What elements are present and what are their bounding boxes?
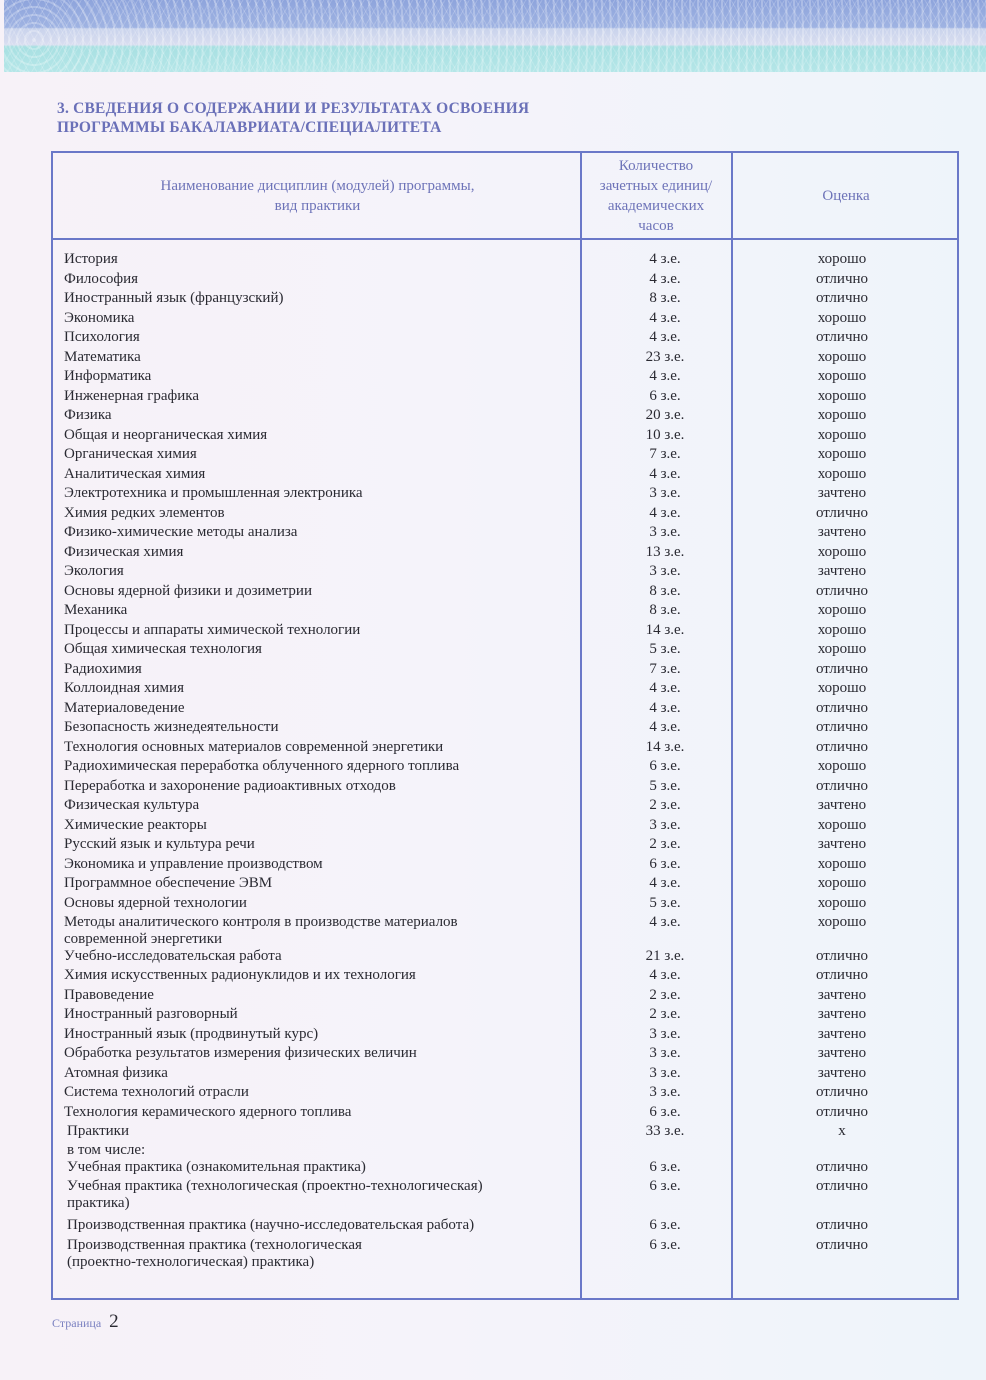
section-title-line-2: ПРОГРАММЫ БАКАЛАВРИАТА/СПЕЦИАЛИТЕТА bbox=[57, 119, 442, 136]
discipline-name-text: Учебная практика (технологическая (проектно-технологическая) bbox=[67, 1178, 483, 1195]
discipline-name-text: Химия редких элементов bbox=[64, 504, 225, 521]
discipline-name bbox=[64, 967, 564, 984]
grade-value: хорошо bbox=[817, 348, 867, 365]
discipline-name bbox=[67, 1123, 567, 1140]
discipline-name-text: Физическая культура bbox=[64, 797, 200, 813]
grade-value: зачтено bbox=[817, 1045, 867, 1062]
grade-value: хорошо bbox=[817, 602, 867, 618]
grade-value: зачтено bbox=[817, 1006, 867, 1023]
discipline-name-text: Электротехника и промышленная электроника bbox=[64, 485, 363, 501]
discipline-name bbox=[64, 446, 564, 463]
discipline-name-text: Производственная практика (технологическая bbox=[67, 1236, 362, 1253]
credits-value: 10 з.е. bbox=[645, 426, 685, 443]
credits-value: 5 з.е. bbox=[649, 894, 681, 911]
discipline-name-text: Коллоидная химия bbox=[64, 680, 184, 696]
credits-value: 2 з.е. bbox=[649, 797, 681, 813]
grade-value: отлично bbox=[815, 582, 869, 599]
grade-value: отлично bbox=[815, 329, 869, 345]
discipline-name bbox=[64, 505, 564, 522]
discipline-name-text: Практики bbox=[67, 1123, 129, 1140]
grade-value: отлично bbox=[815, 660, 869, 677]
discipline-name bbox=[64, 310, 564, 327]
credits-value: 4 з.е. bbox=[649, 719, 681, 735]
page-footer bbox=[52, 1311, 119, 1333]
credits-value: 5 з.е. bbox=[649, 777, 681, 794]
header-discipline-name bbox=[60, 176, 575, 216]
grade-value: отлично bbox=[815, 1217, 869, 1234]
discipline-name-text: Атомная физика bbox=[64, 1064, 168, 1081]
credits-value: 7 з.е. bbox=[649, 446, 681, 462]
discipline-name-text: Производственная практика (научно-исследовательская работа) bbox=[67, 1217, 475, 1234]
grade-value: х bbox=[838, 1123, 846, 1140]
header-text: Наименование дисциплин (модулей) программы, bbox=[160, 178, 475, 194]
discipline-name-text: современной энергетики bbox=[64, 931, 223, 947]
discipline-name-text: Основы ядерной физики и дозиметрии bbox=[64, 582, 312, 599]
discipline-name-text: Система технологий отрасли bbox=[64, 1084, 249, 1101]
discipline-name-text: Методы аналитического контроля в производстве материалов bbox=[64, 914, 458, 930]
discipline-name bbox=[64, 427, 564, 444]
credits-value: 5 з.е. bbox=[649, 641, 681, 657]
grade-value: хорошо bbox=[817, 426, 867, 443]
discipline-name bbox=[64, 836, 564, 853]
discipline-name-text: Иностранный язык (продвинутый курс) bbox=[64, 1025, 319, 1042]
grade-value: хорошо bbox=[817, 758, 867, 774]
credits-value: 2 з.е. bbox=[649, 1006, 681, 1023]
discipline-name-text: Аналитическая химия bbox=[64, 465, 206, 482]
discipline-name bbox=[64, 583, 564, 600]
credits-value: 4 з.е. bbox=[649, 967, 681, 984]
credits-value: 4 з.е. bbox=[649, 270, 681, 287]
discipline-name-text: Физическая химия bbox=[64, 543, 184, 560]
grade-value: хорошо bbox=[817, 680, 867, 696]
credits-value: 4 з.е. bbox=[649, 875, 681, 891]
discipline-name-text: Русский язык и культура речи bbox=[64, 836, 255, 852]
credits-value: 20 з.е. bbox=[645, 407, 685, 423]
discipline-name bbox=[64, 797, 564, 814]
discipline-name-text: Экономика bbox=[64, 309, 135, 326]
credits-value: 4 з.е. bbox=[649, 309, 681, 326]
discipline-name bbox=[64, 524, 564, 541]
discipline-name-text: Философия bbox=[64, 270, 139, 287]
guilloche-pattern bbox=[4, 0, 986, 72]
credits-value: 3 з.е. bbox=[649, 563, 681, 579]
grade-value: отлично bbox=[815, 947, 869, 964]
discipline-name-text: Экология bbox=[64, 563, 124, 579]
credits-value: 14 з.е. bbox=[645, 738, 685, 755]
grade-value: зачтено bbox=[817, 485, 867, 501]
credits-value: 4 з.е. bbox=[649, 465, 681, 482]
grade-value: отлично bbox=[815, 1236, 869, 1253]
discipline-name-text: Экономика и управление производством bbox=[64, 855, 323, 872]
grade-value: отлично bbox=[815, 504, 869, 521]
section-title-line-1: 3. СВЕДЕНИЯ О СОДЕРЖАНИИ И РЕЗУЛЬТАТАХ ОСВОЕНИЯ bbox=[57, 100, 530, 117]
discipline-name bbox=[64, 895, 564, 912]
discipline-name-text: Математика bbox=[64, 348, 141, 365]
discipline-name-text: Общая и неорганическая химия bbox=[64, 426, 268, 443]
credits-value: 6 з.е. bbox=[649, 758, 681, 774]
discipline-name-text: Учебно-исследовательская работа bbox=[64, 947, 282, 964]
credits-value: 6 з.е. bbox=[649, 1178, 681, 1195]
discipline-name bbox=[64, 622, 564, 639]
credits-value: 33 з.е. bbox=[645, 1123, 685, 1140]
discipline-name-text: Программное обеспечение ЭВМ bbox=[64, 875, 273, 891]
grade-value: отлично bbox=[815, 719, 869, 735]
credits-value: 21 з.е. bbox=[645, 947, 685, 964]
discipline-name bbox=[64, 485, 564, 502]
discipline-name-text: Технология основных материалов современной энергетики bbox=[64, 738, 444, 755]
discipline-name bbox=[67, 1237, 567, 1271]
header-text: академических bbox=[607, 198, 705, 214]
credits-value: 2 з.е. bbox=[649, 836, 681, 852]
column-divider bbox=[731, 151, 733, 1300]
credits-value: 6 з.е. bbox=[649, 1103, 681, 1120]
grade-value: хорошо bbox=[817, 875, 867, 891]
discipline-name bbox=[64, 1045, 564, 1062]
discipline-name-text: Иностранный язык (французский) bbox=[64, 290, 284, 306]
discipline-name bbox=[64, 388, 564, 405]
credits-value: 6 з.е. bbox=[649, 1236, 681, 1253]
discipline-name-text: Механика bbox=[64, 602, 128, 618]
discipline-name bbox=[64, 349, 564, 366]
discipline-name bbox=[64, 1026, 564, 1043]
grade-value: хорошо bbox=[817, 407, 867, 423]
grade-value: хорошо bbox=[817, 894, 867, 911]
credits-value: 14 з.е. bbox=[645, 621, 685, 638]
credits-value: 6 з.е. bbox=[649, 1158, 681, 1175]
credits-value: 2 з.е. bbox=[649, 986, 681, 1003]
credits-value: 4 з.е. bbox=[649, 699, 681, 716]
credits-value: 6 з.е. bbox=[649, 1217, 681, 1234]
credits-value: 4 з.е. bbox=[649, 251, 681, 267]
security-pattern-banner bbox=[4, 0, 986, 72]
grade-value: отлично bbox=[815, 1103, 869, 1120]
discipline-name bbox=[64, 661, 564, 678]
discipline-name bbox=[64, 290, 564, 307]
page-number: 2 bbox=[109, 1311, 119, 1332]
discipline-name bbox=[64, 987, 564, 1004]
section-title bbox=[57, 99, 529, 137]
discipline-name-text: Правоведение bbox=[64, 986, 154, 1003]
credits-value: 3 з.е. bbox=[649, 485, 681, 501]
grade-value: зачтено bbox=[817, 563, 867, 579]
discipline-name-text: (проектно-технологическая) практика) bbox=[67, 1253, 315, 1270]
header-credits bbox=[581, 156, 731, 236]
credits-value: 3 з.е. bbox=[649, 1064, 681, 1081]
discipline-name bbox=[64, 680, 564, 697]
grade-value: отлично bbox=[815, 1084, 869, 1101]
discipline-name bbox=[64, 758, 564, 775]
credits-value: 8 з.е. bbox=[649, 582, 681, 599]
credits-value: 4 з.е. bbox=[649, 680, 681, 696]
credits-value: 6 з.е. bbox=[649, 855, 681, 872]
discipline-name-text: Обработка результатов измерения физических величин bbox=[64, 1045, 417, 1062]
discipline-name bbox=[64, 271, 564, 288]
grade-value: отлично bbox=[815, 738, 869, 755]
grade-value: хорошо bbox=[817, 641, 867, 657]
discipline-name-text: Радиохимия bbox=[64, 660, 142, 677]
discipline-name-text: Общая химическая технология bbox=[64, 641, 262, 657]
credits-value: 6 з.е. bbox=[649, 387, 681, 404]
header-text: часов bbox=[638, 218, 674, 234]
discipline-name bbox=[64, 544, 564, 561]
discipline-name-text: Информатика bbox=[64, 368, 152, 384]
credits-value: 13 з.е. bbox=[645, 543, 685, 560]
grade-value: отлично bbox=[815, 1158, 869, 1175]
column-divider bbox=[580, 151, 582, 1300]
credits-value: 3 з.е. bbox=[649, 524, 681, 540]
credits-value: 4 з.е. bbox=[649, 504, 681, 521]
discipline-name-text: Радиохимическая переработка облученного ядерного топлива bbox=[64, 758, 460, 774]
discipline-name bbox=[67, 1217, 567, 1234]
grade-value: зачтено bbox=[817, 1025, 867, 1042]
credits-value: 7 з.е. bbox=[649, 660, 681, 677]
grade-value: хорошо bbox=[817, 446, 867, 462]
grade-value: хорошо bbox=[817, 543, 867, 560]
discipline-name-text: Безопасность жизнедеятельности bbox=[64, 719, 279, 735]
credits-value: 8 з.е. bbox=[649, 290, 681, 306]
grade-value: хорошо bbox=[817, 251, 867, 267]
grade-value: хорошо bbox=[817, 309, 867, 326]
discipline-name bbox=[64, 251, 564, 268]
discipline-name-text: Процессы и аппараты химической технологии bbox=[64, 621, 361, 638]
grade-value: хорошо bbox=[817, 465, 867, 482]
grade-value: зачтено bbox=[817, 836, 867, 852]
discipline-name-text: Психология bbox=[64, 329, 140, 345]
discipline-name bbox=[64, 914, 564, 948]
grade-value: хорошо bbox=[817, 855, 867, 872]
discipline-name bbox=[64, 719, 564, 736]
discipline-name bbox=[64, 602, 564, 619]
grade-value: отлично bbox=[815, 290, 869, 306]
discipline-name bbox=[64, 1084, 564, 1101]
credits-value: 4 з.е. bbox=[649, 914, 681, 930]
grade-value: хорошо bbox=[817, 816, 867, 833]
discipline-name-text: Химия искусственных радионуклидов и их технология bbox=[64, 967, 416, 984]
including-label: в том числе: bbox=[67, 1141, 146, 1158]
grade-value: отлично bbox=[815, 270, 869, 287]
grade-value: зачтено bbox=[817, 1064, 867, 1081]
grade-value: хорошо bbox=[817, 368, 867, 384]
grade-value: зачтено bbox=[817, 524, 867, 540]
discipline-name bbox=[64, 875, 564, 892]
discipline-name bbox=[64, 1065, 564, 1082]
discipline-name-text: Органическая химия bbox=[64, 446, 197, 462]
discipline-name-text: Иностранный разговорный bbox=[64, 1006, 238, 1023]
grade-value: отлично bbox=[815, 777, 869, 794]
discipline-name bbox=[64, 739, 564, 756]
page-label: Страница bbox=[52, 1316, 102, 1330]
discipline-name bbox=[64, 778, 564, 795]
credits-value: 3 з.е. bbox=[649, 1084, 681, 1101]
discipline-name-text: Переработка и захоронение радиоактивных отходов bbox=[64, 777, 396, 794]
grade-value: хорошо bbox=[817, 387, 867, 404]
header-text: зачетных единиц/ bbox=[599, 178, 713, 194]
header-text: вид практики bbox=[274, 198, 361, 214]
credits-value: 23 з.е. bbox=[645, 348, 685, 365]
grade-value: отлично bbox=[815, 967, 869, 984]
grade-value: отлично bbox=[815, 1178, 869, 1195]
credits-value: 3 з.е. bbox=[649, 1025, 681, 1042]
header-text: Количество bbox=[618, 158, 694, 174]
discipline-name-text: практика) bbox=[67, 1195, 130, 1212]
discipline-name bbox=[64, 368, 564, 385]
credits-value: 3 з.е. bbox=[649, 816, 681, 833]
discipline-name bbox=[64, 563, 564, 580]
discipline-name-text: Учебная практика (ознакомительная практика) bbox=[67, 1158, 366, 1175]
grade-value: зачтено bbox=[817, 986, 867, 1003]
discipline-name bbox=[64, 407, 564, 424]
discipline-name-text: Физика bbox=[64, 407, 112, 423]
header-grade: Оценка bbox=[822, 188, 870, 204]
discipline-name bbox=[64, 1006, 564, 1023]
discipline-name-text: Химические реакторы bbox=[64, 816, 207, 833]
discipline-name-text: Основы ядерной технологии bbox=[64, 894, 247, 911]
credits-value: 4 з.е. bbox=[649, 329, 681, 345]
discipline-name-text: История bbox=[64, 251, 118, 267]
discipline-name-text: Материаловедение bbox=[64, 699, 185, 716]
discipline-name bbox=[64, 856, 564, 873]
discipline-name bbox=[64, 329, 564, 346]
discipline-name bbox=[64, 466, 564, 483]
discipline-name bbox=[64, 641, 564, 658]
discipline-name-text: Инженерная графика bbox=[64, 387, 199, 404]
discipline-name-text: Технология керамического ядерного топлива bbox=[64, 1103, 352, 1120]
header-divider bbox=[51, 238, 959, 240]
discipline-name bbox=[64, 948, 564, 965]
grade-value: хорошо bbox=[817, 621, 867, 638]
credits-value: 8 з.е. bbox=[649, 602, 681, 618]
discipline-name bbox=[64, 817, 564, 834]
credits-value: 4 з.е. bbox=[649, 368, 681, 384]
grade-value: зачтено bbox=[817, 797, 867, 813]
discipline-name bbox=[64, 1104, 564, 1121]
discipline-name bbox=[67, 1159, 567, 1176]
grade-value: хорошо bbox=[817, 914, 867, 930]
credits-value: 3 з.е. bbox=[649, 1045, 681, 1062]
grade-value: отлично bbox=[815, 699, 869, 716]
discipline-name bbox=[67, 1178, 567, 1212]
discipline-name-text: Физико-химические методы анализа bbox=[64, 524, 298, 540]
discipline-name bbox=[64, 700, 564, 717]
